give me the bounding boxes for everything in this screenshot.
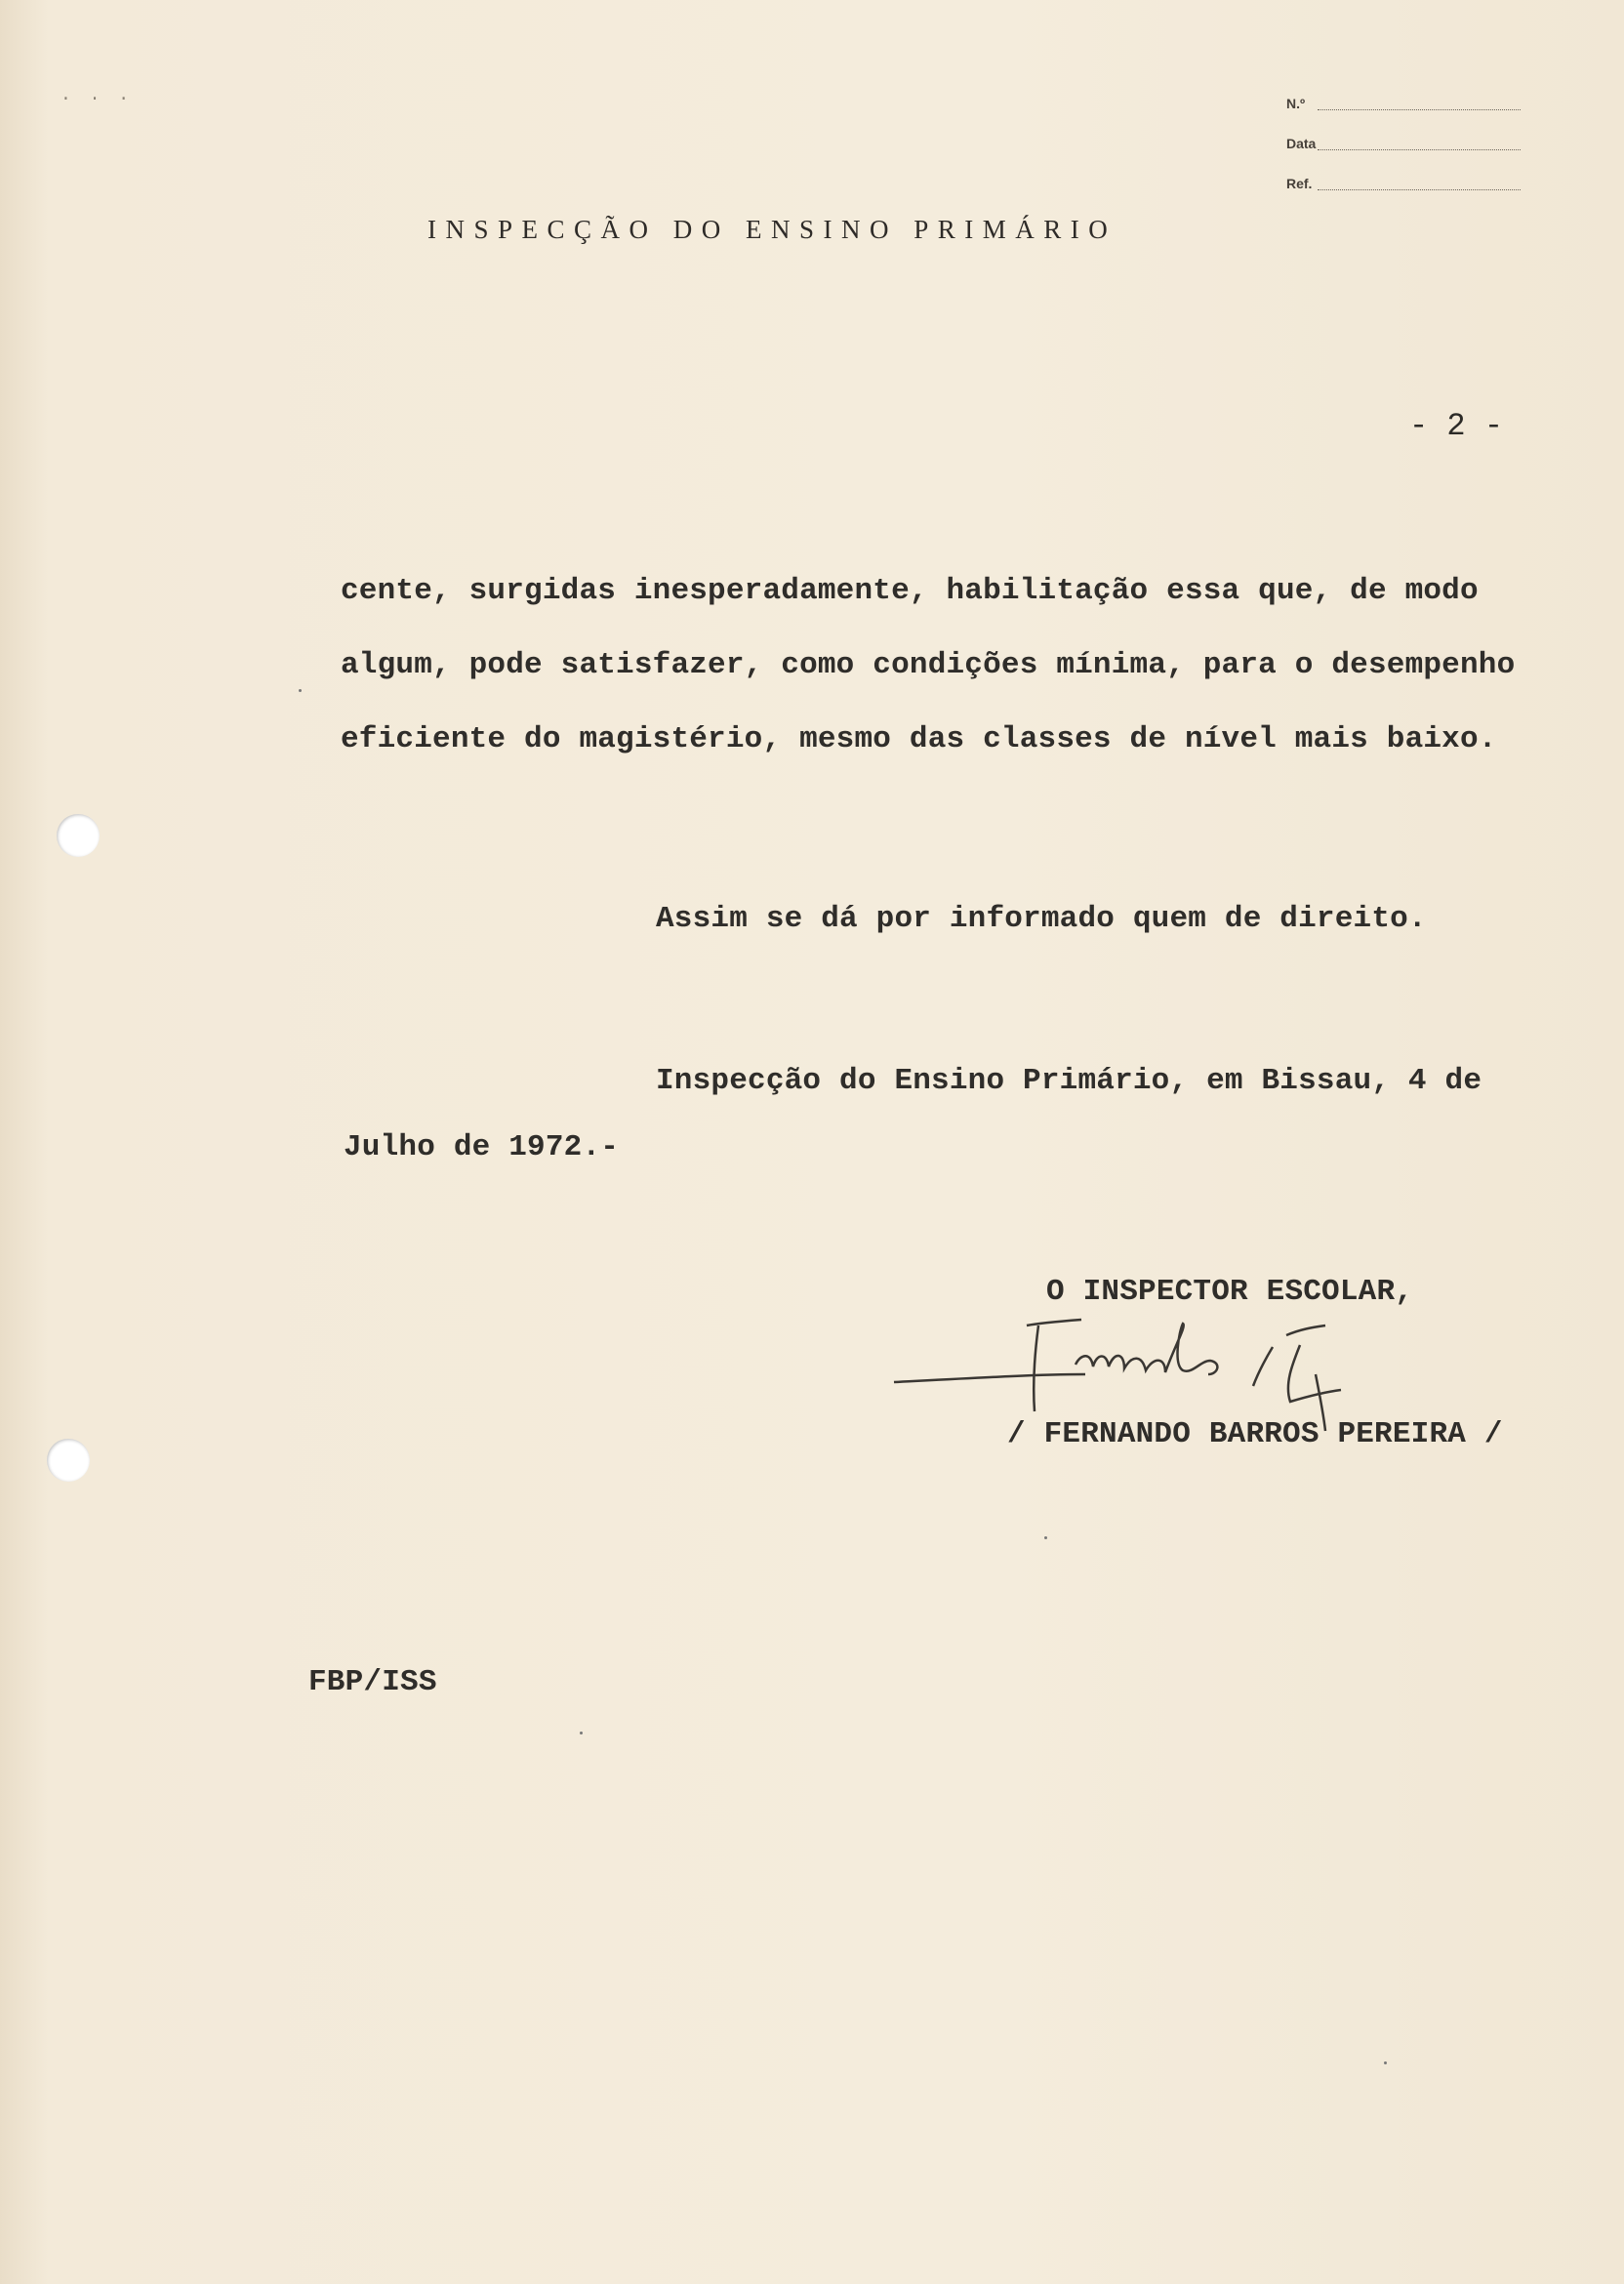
date-field [1286,136,1521,176]
reference-fields [1286,96,1521,216]
place-date-line-2: Julho de 1972.- [344,1130,620,1164]
body-line-3: eficiente do magistério, mesmo das classes de nível mais baixo. [341,722,1497,756]
number-label: N.º [1286,96,1306,111]
speck [580,1732,583,1734]
body-line-1: cente, surgidas inesperadamente, habilitação essa que, de modo [341,574,1479,608]
signatory-name: / FERNANDO BARROS PEREIRA / [1007,1417,1503,1451]
speck [299,689,302,692]
ref-field [1286,176,1521,216]
punch-hole-top [57,814,100,857]
letterhead: INSPECÇÃO DO ENSINO PRIMÁRIO [427,215,1117,244]
date-dotted-line [1318,149,1521,150]
number-field [1286,96,1521,136]
body-line-2: algum, pode satisfazer, como condições mínima, para o desempenho [341,648,1516,682]
ref-label: Ref. [1286,176,1313,191]
signature-title: O INSPECTOR ESCOLAR, [1046,1275,1414,1309]
ref-dotted-line [1318,189,1521,190]
punch-hole-bottom [47,1439,90,1482]
speck [1044,1536,1047,1539]
reference-initials: FBP/ISS [308,1665,437,1699]
corner-marks: · · · [61,90,134,109]
date-label: Data [1286,136,1317,151]
page-number: - 2 - [1409,408,1504,444]
speck [1384,2061,1387,2064]
place-date-line-1: Inspecção do Ensino Primário, em Bissau, 4 de [656,1064,1482,1098]
closing-line: Assim se dá por informado quem de direito. [656,902,1427,936]
number-dotted-line [1318,109,1521,110]
